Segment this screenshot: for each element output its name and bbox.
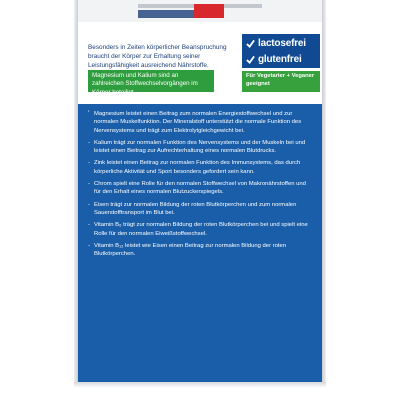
vegan-badge: Für Vegetarier + Veganer geeignet — [242, 71, 320, 92]
lactose-free-label: lactosefrei — [258, 37, 306, 49]
check-icon — [246, 39, 255, 48]
claim-item — [88, 201, 314, 218]
claim-text: Kalium trägt zur normalen Funktion des Nervensystems und der Muskeln bei und leistet einen Beitrag zur Aufrechterhaltung eines normalen Blutdrucks. — [94, 139, 306, 155]
claim-marker: - — [88, 242, 90, 249]
gluten-free-line — [242, 52, 320, 66]
claims-panel — [78, 104, 322, 382]
claim-item — [88, 180, 314, 197]
claim-item — [88, 139, 314, 156]
claim-item — [88, 110, 314, 135]
check-icon — [246, 55, 255, 64]
top-flap — [78, 0, 322, 22]
claim-text: Eisen trägt zur normalen Bildung der roten Blutkörperchen und zum normalen Sauerstofftransport im Blut bei. — [94, 201, 297, 216]
intro-text: Besonders in Zeiten körperlicher Beanspruchung braucht der Körper zur Erhaltung seiner Leistungsfähigkeit ausreichend Nährstoffe. — [88, 44, 227, 69]
claim-item — [88, 221, 314, 238]
box-shadow-bottom — [74, 382, 326, 388]
claim-marker: - — [88, 160, 90, 167]
claim-text: Vitamin B₁₂ leistet wie Eisen einen Beitrag zur normalen Bildung der roten Blutkörperchen. — [94, 242, 287, 258]
allergen-badge — [242, 34, 320, 68]
brand-logo-fragment — [138, 4, 262, 18]
claims-list — [78, 104, 322, 258]
claim-marker: - — [88, 181, 90, 188]
gluten-free-label: glutenfrei — [258, 53, 302, 65]
product-box-back — [78, 0, 322, 382]
lactose-free-line — [242, 36, 320, 50]
claim-marker: ¹ — [88, 109, 90, 114]
claim-item — [88, 159, 314, 176]
claim-item — [88, 242, 314, 259]
header-section — [78, 22, 322, 104]
claim-text: Magnesium leistet einen Beitrag zum normalen Energiestoffwechsel und zur normalen Muskelfunktion. Der Mineralstoff unterstützt die normale Funktion des Nervensystems und trägt zum Elektrolytgleichgewicht bei. — [94, 111, 302, 134]
claim-text: Chrom spielt eine Rolle für den normalen Stoffwechsel von Makronährstoffen und für den Erhalt eines normalen Blutzuckerspiegels. — [94, 181, 306, 196]
claim-text: Zink leistet einen Beitrag zur normalen Funktion des Immunsystems, das durch körperliche Aktivität und Sport besonders gefordert sein kann. — [94, 160, 301, 175]
claim-text: Vitamin B₆ trägt zur normalen Bildung der roten Blutkörperchen bei und spielt eine Rolle für den normalen Eiweißstoffwechsel. — [94, 222, 308, 237]
box-shadow-right — [322, 0, 326, 382]
claim-marker: - — [88, 139, 90, 146]
claim-marker: - — [88, 201, 90, 208]
intro-highlight: Magnesium und Kalium sind an zahlreichen Stoffwechselvorgängen im Körper beteiligt. — [88, 70, 214, 92]
claim-marker: - — [88, 222, 90, 229]
